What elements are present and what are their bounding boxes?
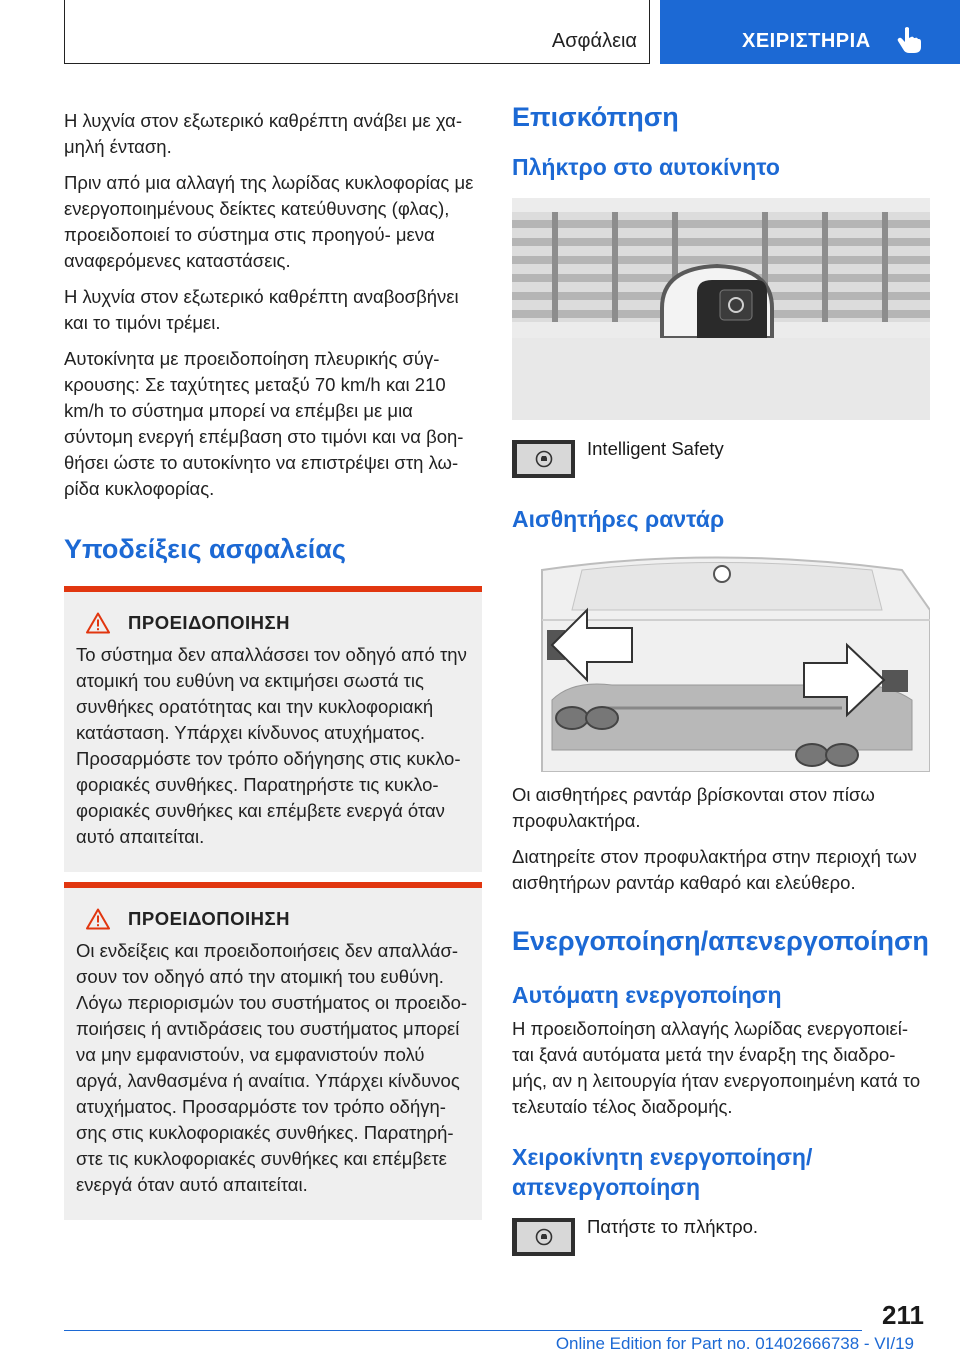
- intelligent-safety-button-icon[interactable]: [512, 1218, 575, 1256]
- edition-text: Online Edition for Part no. 01402666738 - VI/19: [555, 1334, 914, 1353]
- chapter-tab[interactable]: [660, 0, 960, 64]
- warning-box: [64, 586, 482, 872]
- right-column: [512, 100, 930, 1256]
- warning-header: [86, 612, 470, 634]
- auto-activation-heading: Αυτόματη ενεργοποίηση: [512, 982, 782, 1008]
- car-shield-icon: [535, 1228, 553, 1246]
- overview-heading: Επισκόπηση: [512, 102, 679, 132]
- warning-title: ΠΡΟΕΙΔΟΠΟΙΗΣΗ: [128, 908, 290, 929]
- paragraph: Διατηρείτε στον προφυλακτήρα στην περιοχή των αισθητήρων ραντάρ καθαρό και ελεύθερο.: [512, 846, 917, 893]
- paragraph: Η προειδοποίηση αλλαγής λωρίδας ενεργοποιεί- ται ξανά αυτόματα μετά την έναρξη της διαδρο- μής, αν η λειτουργία ήταν ενεργοποιημένη κατά το τελευταίο τέλος διαδρομής.: [512, 1018, 921, 1117]
- paragraph: Η λυχνία στον εξωτερικό καθρέπτη αναβοσβήνει και το τιμόνι τρέμει.: [64, 286, 459, 333]
- footer-divider: [64, 1330, 862, 1331]
- paragraph: Η λυχνία στον εξωτερικό καθρέπτη ανάβει με χα- μηλή ένταση.: [64, 110, 463, 157]
- chapter-title: ΧΕΙΡΙΣΤΗΡΙΑ: [742, 30, 871, 52]
- warning-text: Οι ενδείξεις και προειδοποιήσεις δεν απαλλάσ- σουν τον οδηγό από την ατομική του ευθύνη. Λόγω περιορισμών του συστήματος οι προειδο- ποιήσεις ή αντιδράσεις του συστήματος μπορεί να μην εμφανιστούν, να εμφανιστούν πολύ αργά, λανθασμένα ή αναίτια. Υπάρχει κίνδυνος ατυχήματος. Προσαρμόστε τον τρόπο οδήγη- σης στις κυκλοφοριακές συνθήκες. Παρατηρή- στε τις κυκλοφοριακές συνθήκες και επέμβετε ενεργά όταν αυτό απαιτείται.: [76, 940, 468, 1195]
- manual-button-row: [512, 1218, 930, 1256]
- warning-box: [64, 882, 482, 1220]
- warning-triangle-icon: [86, 908, 110, 930]
- warning-header: [86, 908, 470, 930]
- button-label: Intelligent Safety: [587, 438, 724, 459]
- radar-sensors-photo: [512, 550, 930, 772]
- paragraph: Πριν από μια αλλαγή της λωρίδας κυκλοφορίας με ενεργοποιημένους δείκτες κατεύθυνσης (φλας), προειδοποιεί το σύστημα στις προηγού- μενα αναφερόμενες καταστάσεις.: [64, 172, 474, 271]
- car-shield-icon: [535, 450, 553, 468]
- hand-pointer-icon: [896, 26, 922, 54]
- radar-sensors-heading: Αισθητήρες ραντάρ: [512, 506, 725, 532]
- safety-notes-heading: Υποδείξεις ασφαλείας: [64, 534, 346, 564]
- button-heading: Πλήκτρο στο αυτοκίνητο: [512, 154, 780, 180]
- manual-instruction: Πατήστε το πλήκτρο.: [587, 1216, 759, 1237]
- button-location-photo: [512, 198, 930, 420]
- page-number: 211: [882, 1300, 924, 1330]
- button-legend: [512, 440, 930, 478]
- activation-heading: Ενεργοποίηση/απενεργοποίηση: [512, 926, 929, 956]
- paragraph: Οι αισθητήρες ραντάρ βρίσκονται στον πίσω προφυλακτήρα.: [512, 784, 875, 831]
- left-column: [64, 108, 482, 1220]
- warning-text: Το σύστημα δεν απαλλάσσει τον οδηγό από την ατομική του ευθύνη να εκτιμήσει σωστά τις συνθήκες ορατότητας και την κυκλοφοριακή κατάσταση. Υπάρχει κίνδυνος ατυχήματος. Προσαρμόστε τον τρόπο οδήγησης στις κυκλο- φοριακές συνθήκες. Παρατηρήστε τις κυκλο- φοριακές συνθήκες και επέμβετε ενεργά όταν αυτό απαιτείται.: [76, 644, 467, 847]
- warning-title: ΠΡΟΕΙΔΟΠΟΙΗΣΗ: [128, 612, 290, 633]
- manual-activation-heading: Χειροκίνητη ενεργοποίηση/ απενεργοποίηση: [512, 1144, 813, 1200]
- section-title: Ασφάλεια: [551, 30, 637, 52]
- paragraph: Αυτοκίνητα με προειδοποίηση πλευρικής σύγ- κρουσης: Σε ταχύτητες μεταξύ 70 km/h και 210 km/h το σύστημα μπορεί να επέμβει με μια σύντομη ενεργή επέμβαση στο τιμόνι και να βοη- θήσει ώστε το αυτοκίνητο να επιστρέψει στη λω- ρίδα κυκλοφορίας.: [64, 348, 464, 499]
- section-tab: [64, 0, 650, 64]
- warning-triangle-icon: [86, 612, 110, 634]
- intelligent-safety-button-icon[interactable]: [512, 440, 575, 478]
